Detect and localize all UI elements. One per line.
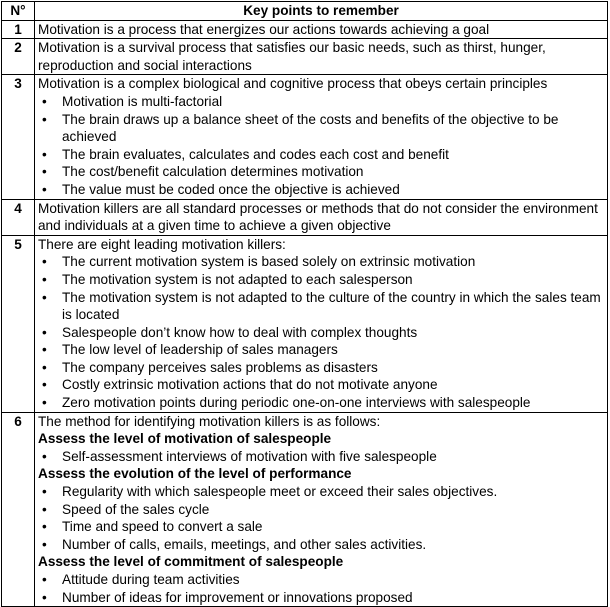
bullet-list bbox=[38, 448, 604, 466]
row-number: 2 bbox=[2, 39, 35, 75]
section-subheading: Assess the level of motivation of salespeople bbox=[38, 431, 332, 447]
bullet-item: • Salespeople don’t know how to deal with complex thoughts bbox=[62, 324, 604, 342]
bullet-item: • Number of calls, emails, meetings, and other sales activities. bbox=[62, 536, 604, 554]
bullet-item: • The current motivation system is based solely on extrinsic motivation bbox=[62, 253, 604, 271]
row-number: 4 bbox=[2, 199, 35, 235]
table-row bbox=[2, 412, 608, 607]
bullet-item: • Zero motivation points during periodic one-on-one interviews with salespeople bbox=[62, 394, 604, 412]
table-row bbox=[2, 75, 608, 199]
bullet-item: • The brain evaluates, calculates and codes each cost and benefit bbox=[62, 146, 604, 164]
table-row bbox=[2, 20, 608, 39]
bullet-item: • The low level of leadership of sales managers bbox=[62, 341, 604, 359]
row-content bbox=[35, 39, 608, 75]
row-content bbox=[35, 412, 608, 607]
row-content bbox=[35, 235, 608, 412]
bullet-item: • Attitude during team activities bbox=[62, 571, 604, 589]
row-text: Motivation is a complex biological and cognitive process that obeys certain principles bbox=[38, 76, 548, 92]
bullet-item: • Number of ideas for improvement or innovations proposed bbox=[62, 589, 604, 607]
bullet-list bbox=[38, 253, 604, 411]
row-content bbox=[35, 199, 608, 235]
bullet-item: • The company perceives sales problems as disasters bbox=[62, 359, 604, 377]
row-text: Motivation killers are all standard processes or methods that do not consider the environment and individuals at a given time to achieve a given objective bbox=[38, 200, 598, 234]
table-row bbox=[2, 199, 608, 235]
bullet-list bbox=[38, 483, 604, 553]
section-subheading: Assess the evolution of the level of performance bbox=[38, 466, 352, 482]
table-row bbox=[2, 235, 608, 412]
bullet-item: • The motivation system is not adapted to each salesperson bbox=[62, 271, 604, 289]
bullet-item: • The cost/benefit calculation determines motivation bbox=[62, 163, 604, 181]
bullet-item: • Motivation is multi-factorial bbox=[62, 93, 604, 111]
bullet-item: • Regularity with which salespeople meet or exceed their sales objectives. bbox=[62, 483, 604, 501]
row-number: 3 bbox=[2, 75, 35, 199]
bullet-item: • The motivation system is not adapted to the culture of the country in which the sales team is located bbox=[62, 289, 604, 324]
bullet-item: • Self-assessment interviews of motivation with five salespeople bbox=[62, 448, 604, 466]
section-subheading: Assess the level of commitment of salespeople bbox=[38, 554, 344, 570]
bullet-item: • Costly extrinsic motivation actions that do not motivate anyone bbox=[62, 376, 604, 394]
header-row bbox=[2, 2, 608, 21]
header-title: Key points to remember bbox=[35, 2, 608, 21]
row-number: 1 bbox=[2, 20, 35, 39]
row-content bbox=[35, 20, 608, 39]
row-content bbox=[35, 75, 608, 199]
table-row bbox=[2, 39, 608, 75]
table-body bbox=[2, 20, 608, 607]
bullet-item: • Time and speed to convert a sale bbox=[62, 518, 604, 536]
bullet-item: • Speed of the sales cycle bbox=[62, 501, 604, 519]
key-points-table bbox=[1, 1, 608, 607]
bullet-item: • The brain draws up a balance sheet of the costs and benefits of the objective to be achieved bbox=[62, 111, 604, 146]
row-number: 5 bbox=[2, 235, 35, 412]
row-text: Motivation is a process that energizes our actions towards achieving a goal bbox=[38, 21, 490, 37]
bullet-list bbox=[38, 571, 604, 606]
header-num: N° bbox=[2, 2, 35, 21]
row-text: Motivation is a survival process that satisfies our basic needs, such as thirst, hunger, reproduction and social interactions bbox=[38, 40, 546, 73]
row-number: 6 bbox=[2, 412, 35, 607]
row-text: The method for identifying motivation killers is as follows: bbox=[38, 413, 381, 429]
row-text: There are eight leading motivation killers: bbox=[38, 236, 286, 252]
bullet-list bbox=[38, 93, 604, 199]
bullet-item: • The value must be coded once the objective is achieved bbox=[62, 181, 604, 199]
